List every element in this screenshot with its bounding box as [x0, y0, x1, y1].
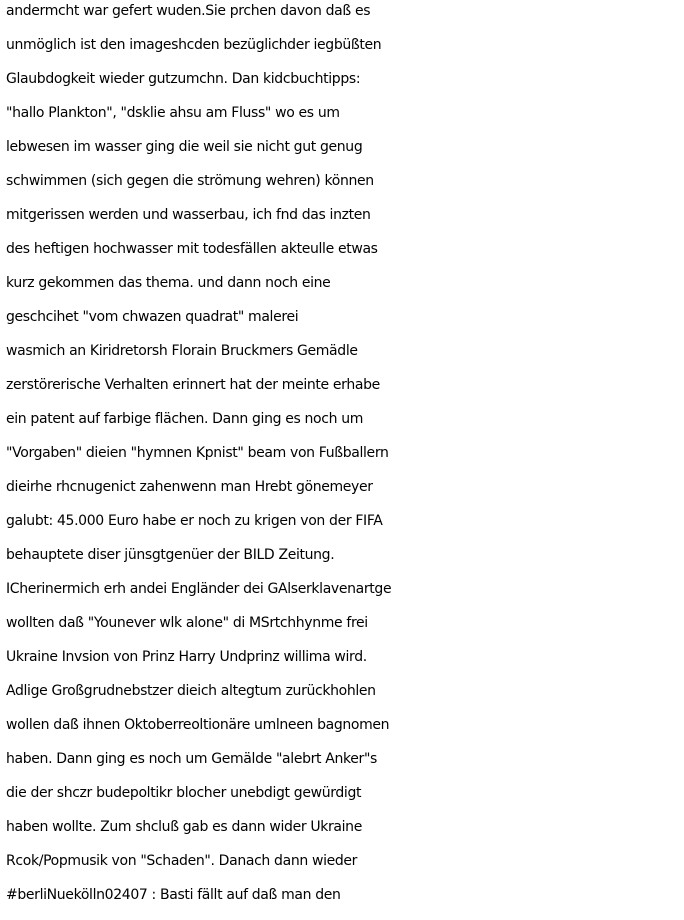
text-line: Adlige Großgrudnebstzer dieich altegtum zurückhohlen: [6, 683, 376, 699]
text-line: unmöglich ist den imageshcden bezüglichder iegbüßten: [6, 37, 382, 53]
text-line: kurz gekommen das thema. und dann noch eine: [6, 275, 331, 291]
text-line: Rcok/Popmusik von "Schaden". Danach dann wieder: [6, 853, 358, 869]
text-line: haben. Dann ging es noch um Gemälde "alebrt Anker"s: [6, 751, 377, 767]
text-line: Ukraine Invsion von Prinz Harry Undprinz willima wird.: [6, 649, 367, 665]
text-line: wasmich an Kiridretorsh Florain Bruckmers Gemädle: [6, 343, 358, 359]
text-line: Glaubdogkeit wieder gutzumchn. Dan kidcbuchtipps:: [6, 71, 361, 87]
text-line: wollen daß ihnen Oktoberreoltionäre umlneen bagnomen: [6, 717, 390, 733]
text-line: galubt: 45.000 Euro habe er noch zu krigen von der FIFA: [6, 513, 383, 529]
text-line: #berliNuekölln02407 : Basti fällt auf daß man den: [6, 887, 341, 903]
text-line: "hallo Plankton", "dsklie ahsu am Fluss" wo es um: [6, 105, 340, 121]
text-line: ICherinermich erh andei Engländer dei GAlserklavenartge: [6, 581, 392, 597]
document-text: [6, 0, 684, 912]
text-line: ein patent auf farbige flächen. Dann ging es noch um: [6, 411, 364, 427]
text-line: geschcihet "vom chwazen quadrat" malerei: [6, 309, 299, 325]
text-line: dieirhe rhcnugenict zahenwenn man Hrebt gönemeyer: [6, 479, 373, 495]
text-line: zerstörerische Verhalten erinnert hat der meinte erhabe: [6, 377, 380, 393]
text-line: mitgerissen werden und wasserbau, ich fnd das inzten: [6, 207, 371, 223]
text-line: andermcht war gefert wuden.Sie prchen davon daß es: [6, 3, 371, 19]
text-line: lebwesen im wasser ging die weil sie nicht gut genug: [6, 139, 363, 155]
text-line: "Vorgaben" dieien "hymnen Kpnist" beam von Fußballern: [6, 445, 389, 461]
text-line: behauptete diser jünsgtgenüer der BILD Zeitung.: [6, 547, 335, 563]
text-line: des heftigen hochwasser mit todesfällen akteulle etwas: [6, 241, 378, 257]
text-line: haben wollte. Zum shcluß gab es dann wider Ukraine: [6, 819, 362, 835]
text-line: die der shczr budepoltikr blocher unebdigt gewürdigt: [6, 785, 362, 801]
text-line: wollten daß "Younever wlk alone" di MSrtchhynme frei: [6, 615, 368, 631]
text-line: schwimmen (sich gegen die strömung wehren) können: [6, 173, 374, 189]
